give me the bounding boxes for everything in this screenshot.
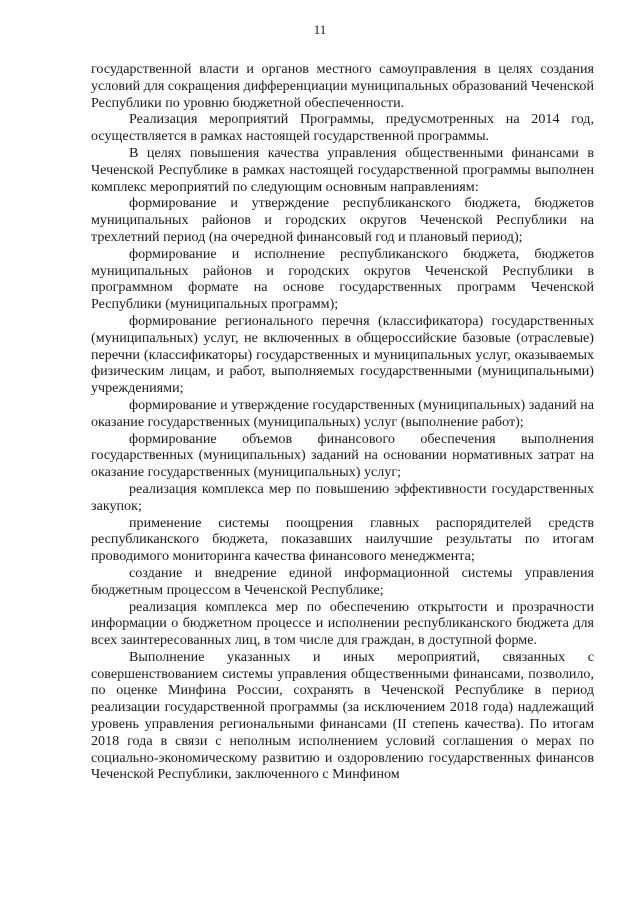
paragraph-3: В целях повышения качества управления общественными финансами в Чеченской Республике в рамках настоящей государственной программы выполнен комплекс мероприятий по следующим основным направлениям: [91, 144, 594, 195]
paragraph-2: Реализация мероприятий Программы, предусмотренных на 2014 год, осуществляется в рамках настоящей государственной программы. [91, 111, 594, 145]
paragraph-12: реализация комплекса мер по обеспечению открытости и прозрачности информации о бюджетном процессе и исполнении республиканского бюджета для всех заинтересованных лиц, в том числе для граждан, в доступной форме. [91, 598, 594, 649]
paragraph-9: реализация комплекса мер по повышению эффективности государственных закупок; [91, 480, 594, 514]
page-number: 11 [313, 22, 327, 37]
paragraph-13: Выполнение указанных и иных мероприятий, связанных с совершенствованием системы управления общественными финансами, позволило, по оценке Минфина России, сохранять в Чеченской Республике в период реализации государственной программы (за исключением 2018 года) надлежащий уровень управления региональными финансами (II степень качества). По итогам 2018 года в связи с неполным исполнением условий соглашения о мерах по социально-экономическому развитию и оздоровлению государственных финансов Чеченской Республики, заключенного с Минфином [91, 648, 594, 783]
paragraph-11: создание и внедрение единой информационной системы управления бюджетным процессом в Чеченской Республике; [91, 564, 594, 598]
paragraph-4: формирование и утверждение республиканского бюджета, бюджетов муниципальных районов и городских округов Чеченской Республики на трехлетний период (на очередной финансовый год и плановый период); [91, 195, 594, 245]
paragraph-1: государственной власти и органов местного самоуправления в целях создания условий для сокращения дифференциации муниципальных образований Чеченской Республики по уровню бюджетной обеспеченности. [91, 61, 594, 111]
paragraph-6: формирование регионального перечня (классификатора) государственных (муниципальных) услуг, не включенных в общероссийские базовые (отраслевые) перечни (классификаторы) государственных и муниципальных услуг, оказываемых физическим лицам, и работ, выполняемых государственными (муниципальными) учреждениями; [91, 312, 594, 397]
paragraph-7: формирование и утверждение государственных (муниципальных) заданий на оказание государственных (муниципальных) услуг (выполнение работ); [91, 396, 594, 430]
paragraph-8: формирование объемов финансового обеспечения выполнения государственных (муниципальных) заданий на основании нормативных затрат на оказание государственных (муниципальных) услуг; [91, 430, 594, 481]
paragraph-5: формирование и исполнение республиканского бюджета, бюджетов муниципальных районов и городских округов Чеченской Республики в программном формате на основе государственных программ Чеченской Республики (муниципальных программ); [91, 245, 594, 313]
paragraph-10: применение системы поощрения главных распорядителей средств республиканского бюджета, показавших наилучшие результаты по итогам проводимого мониторинга качества финансового менеджмента; [91, 514, 594, 565]
document-body [91, 61, 594, 783]
